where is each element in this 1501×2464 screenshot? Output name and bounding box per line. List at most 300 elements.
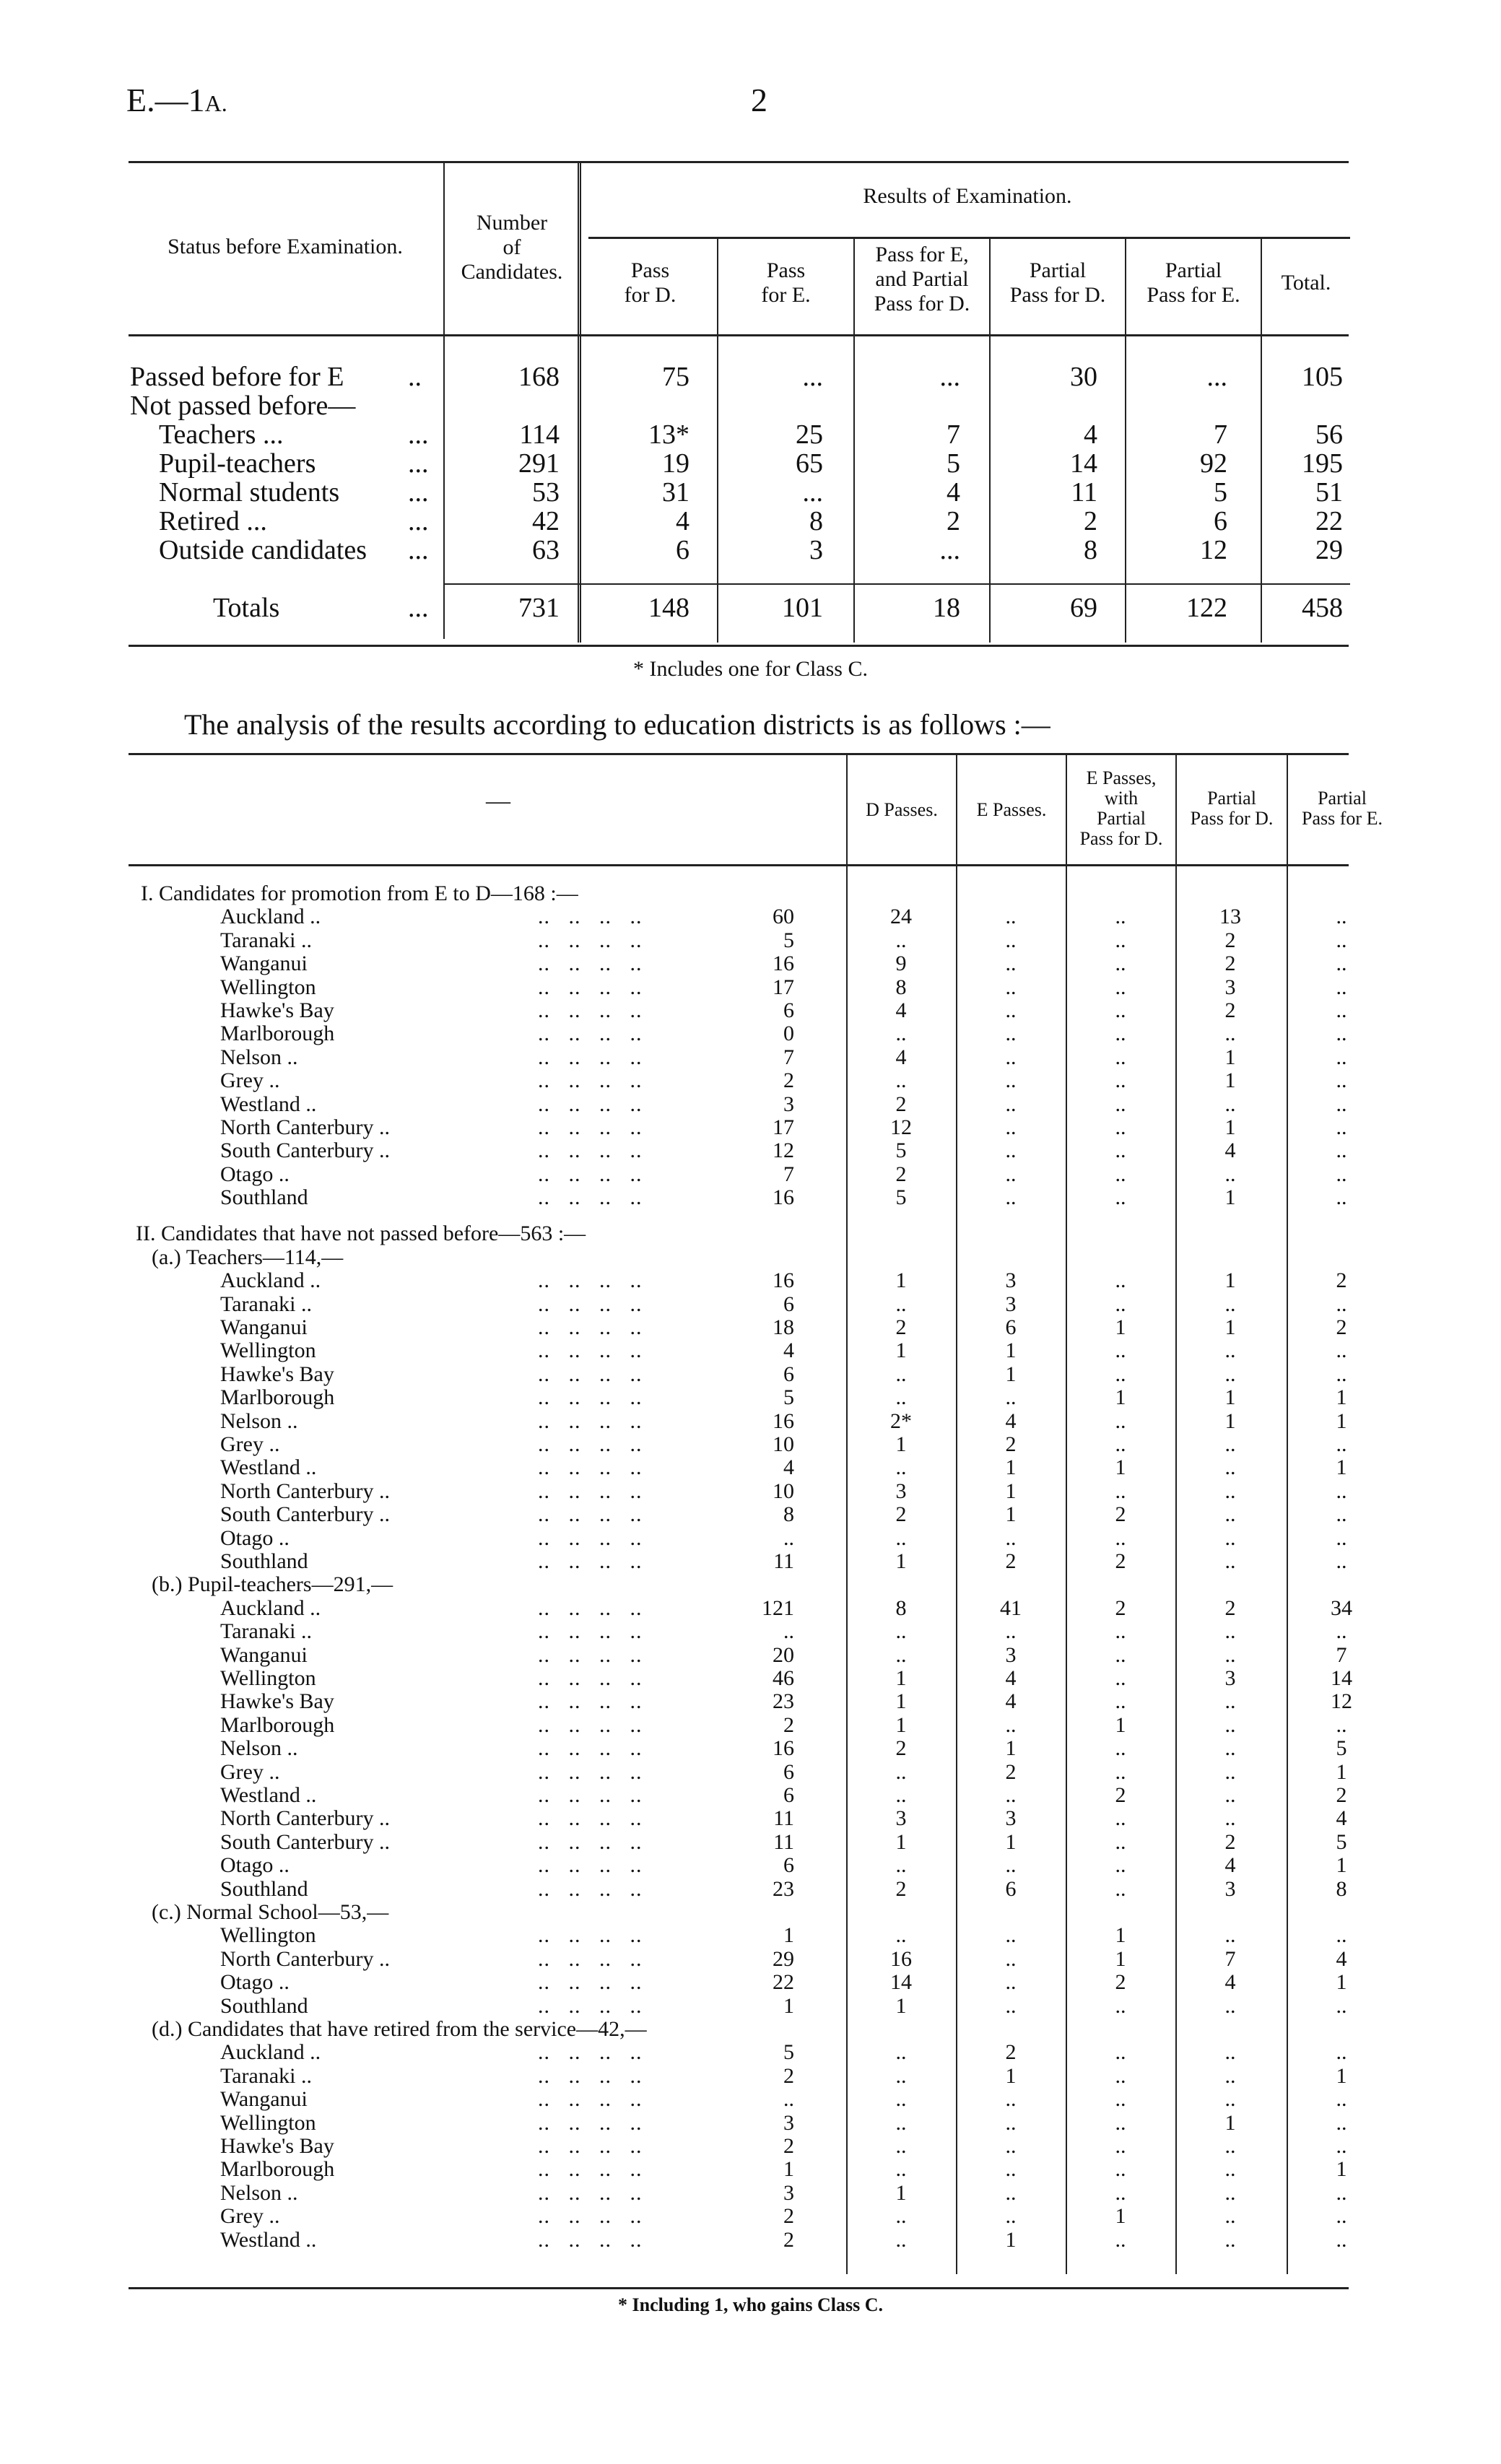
cell-value: 31: [662, 477, 689, 508]
cell-value: ..: [1115, 1993, 1126, 2018]
cell-value: ..: [1005, 1385, 1017, 1410]
cell-value: ..: [1115, 998, 1126, 1022]
candidate-count: 2: [783, 1068, 794, 1093]
table-row: [0, 2041, 1501, 2064]
header-line: Pass: [630, 258, 670, 282]
cell-value: ..: [1005, 905, 1017, 929]
candidate-count: 11: [773, 1806, 794, 1831]
subsection-heading-row: [0, 1901, 1501, 1924]
cell-value: ..: [1224, 1092, 1236, 1116]
cell-value: 3: [1005, 1268, 1017, 1293]
district-name: Wellington: [220, 1923, 316, 1948]
row-label: Normal students: [159, 477, 340, 508]
candidate-count: 1: [783, 2157, 794, 2182]
cell-value: 2: [1336, 1268, 1347, 1293]
cell-value: 1: [1115, 1712, 1126, 1737]
cell-value: 1: [1005, 1829, 1017, 1854]
cell-value: 3: [1224, 1666, 1236, 1691]
cell-value: ..: [1005, 1619, 1017, 1644]
leader-dots: .. .. .. ..: [538, 1923, 643, 1948]
table-row: [0, 1046, 1501, 1069]
cell-value: 2: [1224, 952, 1236, 976]
leader-dots: .. .. .. ..: [538, 1525, 643, 1550]
cell-value: 14: [1070, 448, 1097, 479]
cell-value: 3: [895, 1806, 907, 1831]
cell-value: ..: [1115, 1689, 1126, 1714]
cell-value: ..: [895, 2110, 907, 2135]
cell-value: ..: [1115, 1045, 1126, 1069]
cell-value: 4: [1084, 419, 1097, 450]
table-row: [0, 1737, 1501, 1760]
cell-value: 2: [1336, 1783, 1347, 1808]
cell-value: 1: [895, 2180, 907, 2205]
table-row: [0, 2135, 1501, 2158]
cell-value: 2: [1224, 1595, 1236, 1620]
leader-dots: .. .. .. ..: [538, 1455, 643, 1480]
cell-value: 2: [895, 1315, 907, 1340]
leader-dots: .. .. .. ..: [538, 2180, 643, 2205]
candidate-count: 16: [773, 1185, 794, 1210]
table2-header-rule: [129, 864, 1349, 866]
district-name: Hawke's Bay: [220, 998, 334, 1022]
district-name: Wanganui: [220, 952, 308, 976]
candidate-count: 17: [773, 975, 794, 999]
cell-value: 4: [947, 477, 960, 508]
header-line: Pass for E.: [1302, 808, 1383, 829]
district-name: Westland ..: [220, 1455, 317, 1480]
cell-value: ..: [1115, 2227, 1126, 2252]
cell-value: 9: [895, 952, 907, 976]
district-name: North Canterbury ..: [220, 1479, 390, 1503]
leader-dots: .. .. .. ..: [538, 1338, 643, 1363]
district-name: Otago ..: [220, 1970, 290, 1995]
header-pass-for-d: [583, 258, 717, 308]
cell-value: ..: [1224, 2227, 1236, 2252]
header-partial-pass-for-d: [1177, 788, 1287, 829]
cell-value: 75: [662, 362, 689, 392]
cell-value: 65: [796, 448, 823, 479]
candidate-count: 4: [783, 1338, 794, 1363]
cell-value: 4: [1224, 1970, 1236, 1995]
cell-value: ..: [1336, 1292, 1347, 1316]
candidate-count: 7: [783, 1162, 794, 1186]
cell-value: ..: [1336, 1502, 1347, 1527]
cell-value: ..: [1224, 2157, 1236, 2182]
cell-value: ..: [1005, 928, 1017, 952]
cell-value: ..: [1224, 2180, 1236, 2205]
table-row: [0, 976, 1501, 999]
cell-value: ..: [895, 2040, 907, 2065]
cell-value: 13: [1219, 905, 1241, 929]
cell-value: ..: [1224, 1993, 1236, 2018]
district-name: Auckland ..: [220, 1268, 321, 1293]
document-code-suffix: A.: [204, 90, 227, 116]
cell-value: ..: [1115, 1115, 1126, 1139]
cell-value: ..: [1336, 1185, 1347, 1210]
district-name: Westland ..: [220, 1783, 317, 1808]
candidate-count: 5: [783, 1385, 794, 1410]
cell-value: 2: [895, 1876, 907, 1901]
cell-value: 3: [1005, 1806, 1017, 1831]
header-line: with: [1104, 788, 1139, 809]
cell-value: ..: [1115, 1139, 1126, 1163]
table-row: [0, 929, 1501, 952]
cell-value: 291: [518, 448, 560, 479]
header-line: Number: [476, 211, 548, 235]
cell-value: ..: [1336, 1923, 1347, 1948]
cell-value: 1: [895, 1549, 907, 1574]
cell-value: 8: [895, 975, 907, 999]
leader-dots: .. .. .. ..: [538, 1292, 643, 1316]
cell-value: ..: [1336, 1549, 1347, 1574]
table1-bottom-rule: [129, 645, 1349, 647]
cell-value: 1: [1224, 1045, 1236, 1069]
cell-value: ..: [1115, 2134, 1126, 2159]
analysis-intro-text: The analysis of the results according to education districts is as follows :—: [184, 708, 1050, 741]
table-row: [0, 999, 1501, 1022]
cell-value: ..: [1224, 1479, 1236, 1503]
leader-dots: .. .. .. ..: [538, 1970, 643, 1995]
leader-dots: .. .. .. ..: [538, 1045, 643, 1069]
table-row: [0, 1527, 1501, 1550]
table-row: [0, 1116, 1501, 1139]
cell-value: 1: [895, 1993, 907, 2018]
cell-value: ..: [1224, 1736, 1236, 1761]
cell-value: ..: [1005, 2134, 1017, 2159]
leader-dots: .. .. .. ..: [538, 1385, 643, 1410]
cell-value: ..: [1115, 2087, 1126, 2112]
header-line: Candidates.: [461, 260, 563, 284]
cell-value: ..: [1005, 1853, 1017, 1878]
leader-dots: ...: [408, 448, 429, 479]
cell-value: ..: [1224, 1712, 1236, 1737]
cell-value: ..: [1115, 1162, 1126, 1186]
cell-value: 4: [1005, 1689, 1017, 1714]
candidate-count: 2: [783, 2204, 794, 2229]
table-row: [0, 2158, 1501, 2181]
cell-value: ..: [1336, 1479, 1347, 1503]
cell-value: 1: [1115, 1315, 1126, 1340]
leader-dots: .. .. .. ..: [538, 1759, 643, 1784]
cell-value: 7: [1214, 419, 1227, 450]
table-row: [0, 1163, 1501, 1186]
cell-value: ..: [1336, 1712, 1347, 1737]
cell-value: ..: [1224, 1806, 1236, 1831]
cell-value: ..: [1115, 952, 1126, 976]
table-row: [0, 2229, 1501, 2252]
cell-value: ...: [1206, 362, 1227, 392]
header-status-before-exam: Status before Examination.: [167, 235, 403, 258]
district-name: Southland: [220, 1993, 308, 2018]
header-results-of-examination: Results of Examination.: [863, 184, 1072, 208]
cell-value: 1: [1336, 2063, 1347, 2088]
header-line: Partial: [1165, 258, 1222, 282]
table-row: [0, 1022, 1501, 1045]
cell-value: 6: [1005, 1315, 1017, 1340]
cell-value: ..: [1336, 1068, 1347, 1093]
cell-value: ..: [895, 1385, 907, 1410]
header-line: for E.: [761, 283, 811, 307]
district-name: South Canterbury ..: [220, 1139, 390, 1163]
leader-dots: .. .. .. ..: [538, 2157, 643, 2182]
cell-value: ..: [895, 1022, 907, 1046]
cell-value: 2: [1005, 2040, 1017, 2065]
cell-value: ..: [1005, 1092, 1017, 1116]
page-number: 2: [751, 82, 767, 118]
table-row: [0, 1410, 1501, 1433]
cell-value: ..: [1115, 1022, 1126, 1046]
cell-value: 1: [1115, 1946, 1126, 1971]
cell-value: 114: [519, 419, 560, 450]
total-value: 731: [518, 593, 560, 623]
table-row: [0, 2182, 1501, 2205]
cell-value: 1: [1336, 1385, 1347, 1410]
leader-dots: .. .. .. ..: [538, 952, 643, 976]
cell-value: ..: [1115, 1185, 1126, 1210]
leader-dots: ...: [408, 419, 429, 450]
header-partial-pass-for-d: [991, 258, 1125, 308]
leader-dots: ...: [408, 535, 429, 565]
cell-value: 4: [1336, 1946, 1347, 1971]
district-name: Marlborough: [220, 2157, 335, 2182]
table-row: [0, 1503, 1501, 1526]
table-row: [0, 419, 1501, 448]
cell-value: 3: [1224, 975, 1236, 999]
cell-value: ..: [1005, 1712, 1017, 1737]
header-line: D Passes.: [866, 799, 938, 820]
table1-results-rule: [588, 237, 1350, 239]
cell-value: 2: [1115, 1595, 1126, 1620]
cell-value: 195: [1302, 448, 1343, 479]
subsection-heading: (b.) Pupil-teachers—291,—: [152, 1572, 393, 1597]
cell-value: ..: [1115, 1432, 1126, 1457]
table-row: [0, 1269, 1501, 1292]
leader-dots: .. .. .. ..: [538, 1946, 643, 1971]
cell-value: ..: [895, 1292, 907, 1316]
cell-value: 6: [676, 535, 689, 565]
total-value: 148: [648, 593, 689, 623]
cell-value: ..: [1224, 1432, 1236, 1457]
cell-value: ..: [1336, 1993, 1347, 2018]
cell-value: ..: [1224, 1689, 1236, 1714]
table-row: [0, 905, 1501, 928]
cell-value: 2: [1224, 928, 1236, 952]
candidate-count: 20: [773, 1642, 794, 1667]
cell-value: ..: [1336, 1338, 1347, 1363]
cell-value: 1: [1224, 1409, 1236, 1433]
cell-value: 1: [1005, 1455, 1017, 1480]
document-code-main: E.—1: [126, 82, 205, 118]
district-name: Marlborough: [220, 1022, 335, 1046]
cell-value: 8: [1084, 535, 1097, 565]
cell-value: ..: [1224, 1923, 1236, 1948]
cell-value: 1: [1336, 1409, 1347, 1433]
leader-dots: .. .. .. ..: [538, 928, 643, 952]
cell-value: ..: [895, 2063, 907, 2088]
leader-dots: .. .. .. ..: [538, 975, 643, 999]
cell-value: 1: [895, 1432, 907, 1457]
cell-value: 7: [1336, 1642, 1347, 1667]
cell-value: 4: [895, 1045, 907, 1069]
cell-value: ..: [1336, 1045, 1347, 1069]
cell-value: ..: [1336, 1162, 1347, 1186]
table-row: [0, 2112, 1501, 2135]
district-name: Auckland ..: [220, 1595, 321, 1620]
district-name: Nelson ..: [220, 1736, 298, 1761]
cell-value: 42: [532, 506, 560, 536]
cell-value: 1: [1005, 1502, 1017, 1527]
cell-value: 2: [1005, 1759, 1017, 1784]
cell-value: ..: [1336, 928, 1347, 952]
table-row: [0, 1550, 1501, 1573]
leader-dots: .. .. .. ..: [538, 1432, 643, 1457]
cell-value: ..: [1336, 2087, 1347, 2112]
cell-value: 25: [796, 419, 823, 450]
district-name: Hawke's Bay: [220, 2134, 334, 2159]
cell-value: 13*: [648, 419, 689, 450]
cell-value: ..: [895, 1362, 907, 1386]
totals-label: Totals: [213, 593, 280, 623]
leader-dots: .. .. .. ..: [538, 1712, 643, 1737]
cell-value: 6: [1005, 1876, 1017, 1901]
cell-value: 3: [1005, 1292, 1017, 1316]
cell-value: ..: [1336, 2227, 1347, 2252]
cell-value: 2: [1115, 1783, 1126, 1808]
cell-value: 2: [1084, 506, 1097, 536]
cell-value: ..: [1336, 1115, 1347, 1139]
row-label: Pupil-teachers: [159, 448, 316, 479]
cell-value: ..: [1336, 2180, 1347, 2205]
table2-top-rule: [129, 753, 1349, 755]
cell-value: 1: [1005, 2227, 1017, 2252]
cell-value: ..: [895, 2134, 907, 2159]
cell-value: 63: [532, 535, 560, 565]
cell-value: 16: [890, 1946, 912, 1971]
candidate-count: 22: [773, 1970, 794, 1995]
cell-value: ..: [1224, 2204, 1236, 2229]
cell-value: ..: [1005, 975, 1017, 999]
leader-dots: .. .. .. ..: [538, 2087, 643, 2112]
leader-dots: .. .. .. ..: [538, 1068, 643, 1093]
district-name: Taranaki ..: [220, 1292, 313, 1316]
cell-value: 1: [1005, 1362, 1017, 1386]
table-row: [0, 1093, 1501, 1116]
cell-value: ...: [802, 362, 823, 392]
cell-value: 2*: [890, 1409, 912, 1433]
cell-value: 8: [809, 506, 823, 536]
cell-value: 1: [1005, 1479, 1017, 1503]
cell-value: ..: [1336, 1619, 1347, 1644]
table-row: [0, 1386, 1501, 1409]
leader-dots: .. .. .. ..: [538, 905, 643, 929]
section-heading-row: [0, 1222, 1501, 1245]
cell-value: 1: [1115, 1385, 1126, 1410]
cell-value: ..: [1115, 1268, 1126, 1293]
cell-value: ..: [1115, 1806, 1126, 1831]
candidate-count: 18: [773, 1315, 794, 1340]
candidate-count: ..: [783, 2087, 794, 2112]
cell-value: ..: [1005, 1022, 1017, 1046]
header-e-passes: [957, 800, 1066, 820]
leader-dots: .. .. .. ..: [538, 1502, 643, 1527]
cell-value: ..: [1224, 1783, 1236, 1808]
row-label: Retired ...: [159, 506, 267, 536]
cell-value: 53: [532, 477, 560, 508]
cell-value: ..: [1336, 2110, 1347, 2135]
district-name: Wellington: [220, 975, 316, 999]
leader-dots: .. .. .. ..: [538, 1853, 643, 1878]
cell-value: 2: [1224, 1829, 1236, 1854]
cell-value: ..: [1115, 1619, 1126, 1644]
leader-dots: ...: [408, 593, 429, 623]
cell-value: 2: [1224, 998, 1236, 1022]
table-row: [0, 1316, 1501, 1339]
table-row: [0, 1878, 1501, 1901]
cell-value: 2: [895, 1736, 907, 1761]
table-row: [0, 505, 1501, 534]
candidate-count: 5: [783, 928, 794, 952]
cell-value: 1: [1115, 1455, 1126, 1480]
candidate-count: ..: [783, 1525, 794, 1550]
candidate-count: 46: [773, 1666, 794, 1691]
district-name: Southland: [220, 1876, 308, 1901]
cell-value: ..: [1115, 2110, 1126, 2135]
cell-value: 51: [1315, 477, 1343, 508]
candidate-count: 16: [773, 952, 794, 976]
cell-value: ..: [1115, 1876, 1126, 1901]
cell-value: ..: [895, 1642, 907, 1667]
cell-value: 5: [1336, 1736, 1347, 1761]
cell-value: ..: [1224, 1759, 1236, 1784]
leader-dots: .. .. .. ..: [538, 1993, 643, 2018]
candidate-count: 6: [783, 1783, 794, 1808]
cell-value: 2: [895, 1162, 907, 1186]
cell-value: 8: [1336, 1876, 1347, 1901]
table-row: [0, 1948, 1501, 1971]
header-line: E Passes.: [976, 799, 1047, 820]
cell-value: 4: [1336, 1806, 1347, 1831]
cell-value: ..: [1224, 2087, 1236, 2112]
cell-value: 4: [676, 506, 689, 536]
header-line: Pass for D.: [1009, 283, 1106, 307]
cell-value: ..: [1005, 1068, 1017, 1093]
table-row: [0, 448, 1501, 479]
total-value: 69: [1070, 593, 1097, 623]
cell-value: 8: [895, 1595, 907, 1620]
header-line: Pass: [766, 258, 806, 282]
header-stub-dash: —: [486, 788, 510, 814]
cell-value: ..: [1224, 1455, 1236, 1480]
cell-value: ..: [1115, 2157, 1126, 2182]
district-name: Wanganui: [220, 1315, 308, 1340]
subsection-heading-row: [0, 1573, 1501, 1596]
header-line: Pass for E,: [875, 243, 969, 266]
cell-value: 7: [1224, 1946, 1236, 1971]
district-name: Southland: [220, 1185, 308, 1210]
cell-value: ..: [1336, 1092, 1347, 1116]
cell-value: ..: [1224, 1362, 1236, 1386]
subsection-heading: (c.) Normal School—53,—: [152, 1900, 389, 1925]
cell-value: 30: [1070, 362, 1097, 392]
cell-value: ..: [895, 2227, 907, 2252]
cell-value: ...: [939, 535, 960, 565]
leader-dots: .. .. .. ..: [538, 1642, 643, 1667]
cell-value: ..: [1336, 998, 1347, 1022]
candidate-count: 8: [783, 1502, 794, 1527]
cell-value: 1: [895, 1338, 907, 1363]
leader-dots: .. .. .. ..: [538, 1549, 643, 1574]
cell-value: 12: [1331, 1689, 1352, 1714]
